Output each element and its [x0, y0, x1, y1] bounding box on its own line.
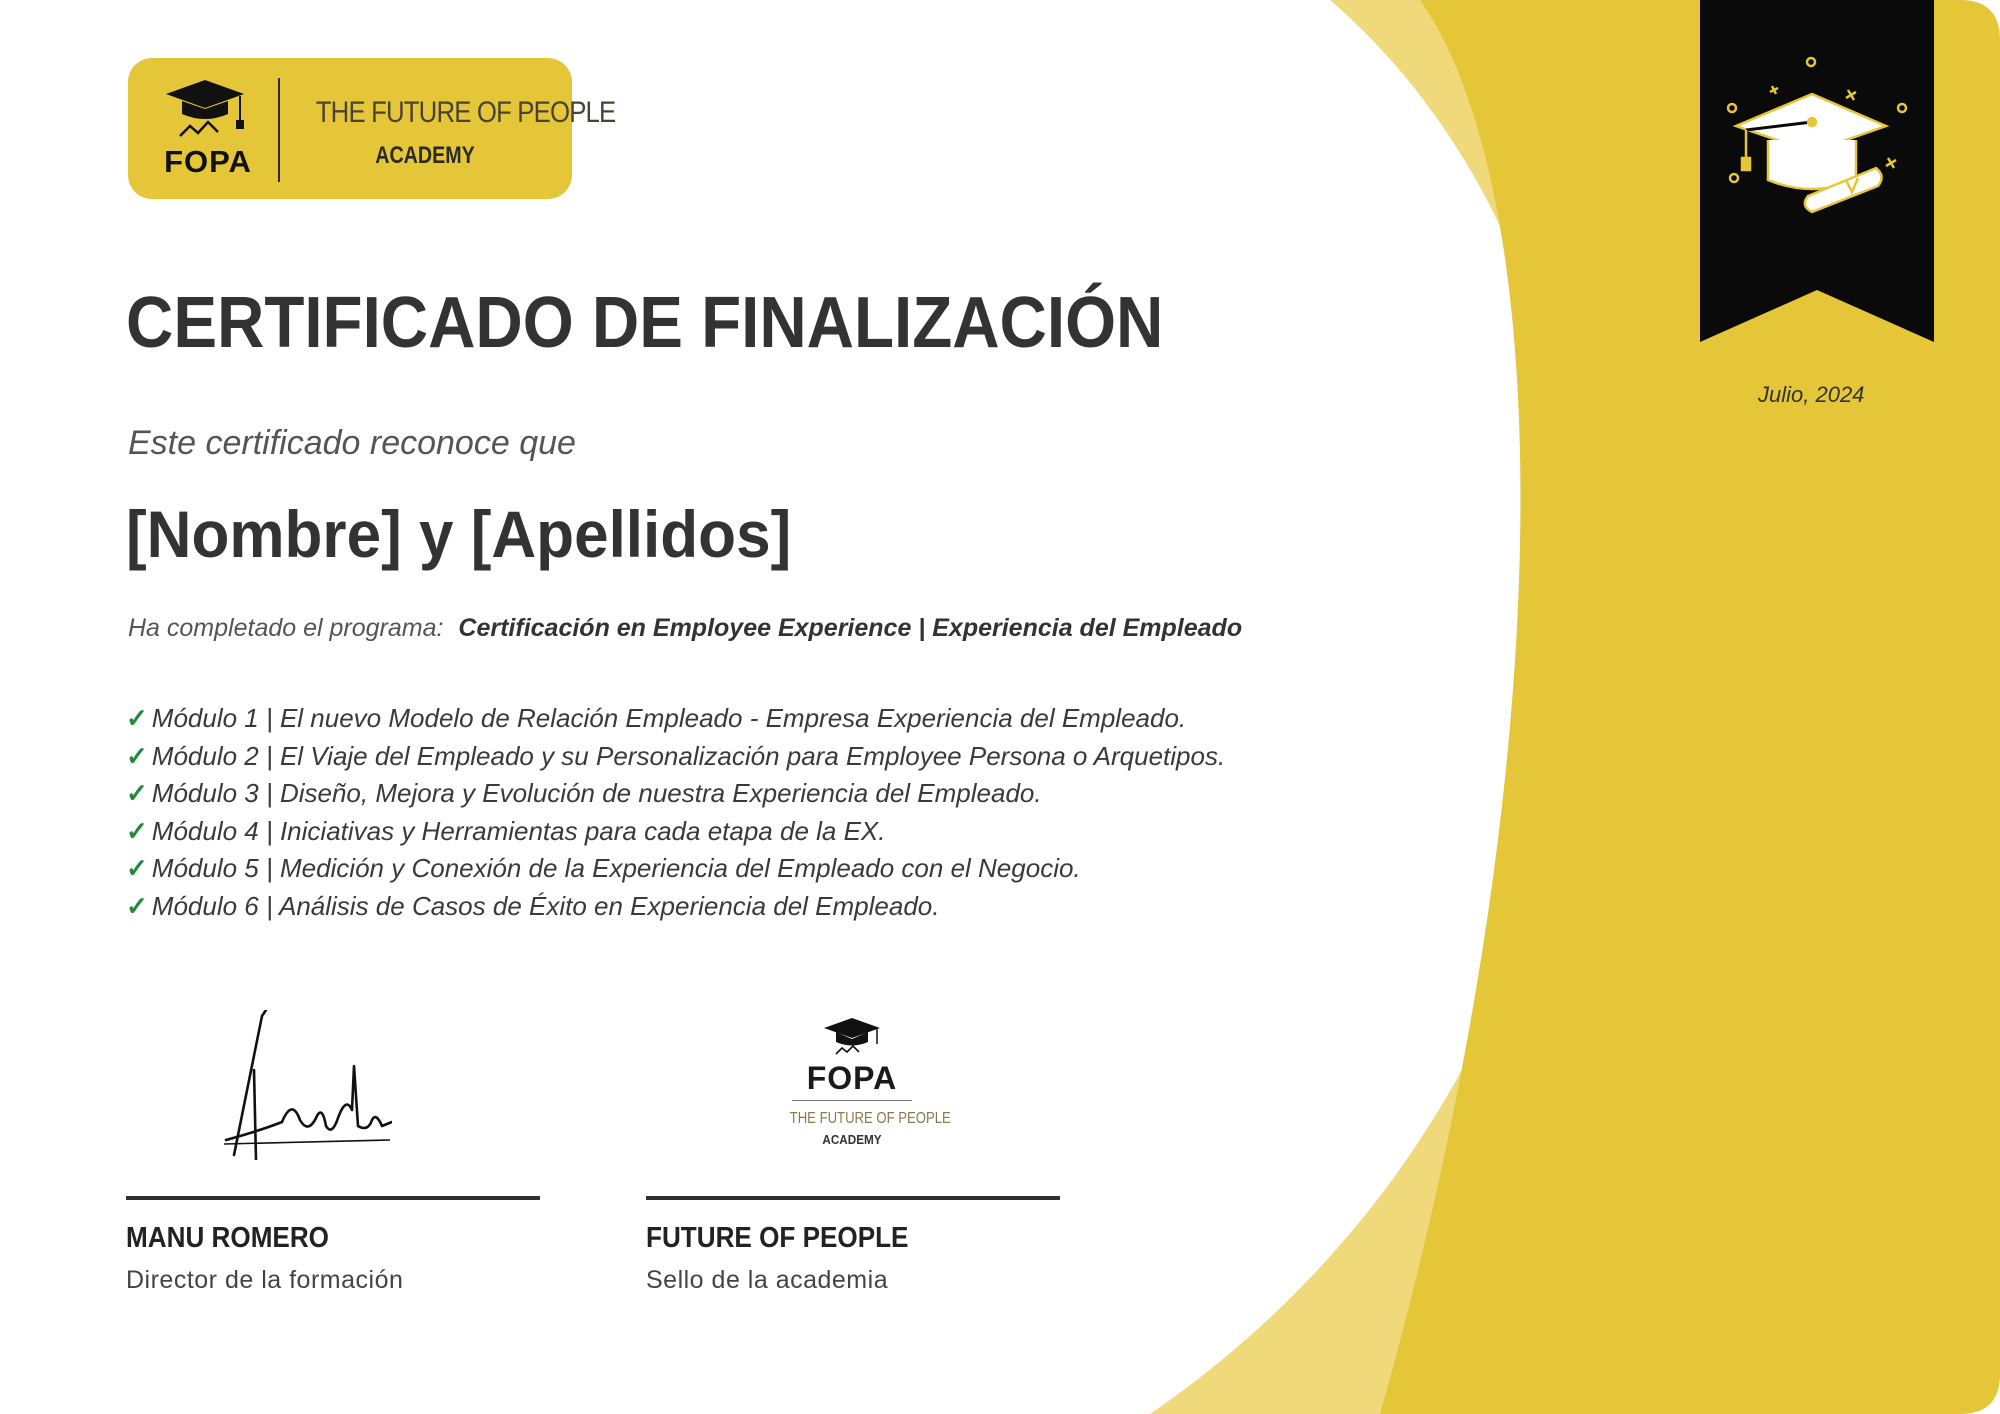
logo-divider: [278, 78, 280, 182]
issue-date: Julio, 2024: [1758, 382, 1865, 407]
ribbon-badge: [1700, 0, 1934, 346]
seal-tagline: THE FUTURE OF PEOPLE: [789, 1110, 951, 1127]
program-label: Ha completado el programa:: [128, 614, 444, 642]
academy-logo: [128, 58, 616, 199]
director-signature: [222, 1010, 392, 1160]
signatory-role: Director de la formación: [126, 1266, 404, 1294]
module-text: Módulo 4 | Iniciativas y Herramientas para cada etapa de la EX.: [151, 815, 886, 846]
module-text: Módulo 2 | El Viaje del Empleado y su Personalización para Employee Persona o Arquetipos.: [151, 740, 1226, 771]
graduation-cap-icon: [822, 1016, 882, 1056]
list-item: [126, 850, 1225, 888]
check-icon: ✓: [126, 740, 148, 771]
logo-tagline: THE FUTURE OF PEOPLE: [315, 96, 616, 129]
seal-brand-text: FOPA: [806, 1060, 898, 1096]
seal-subtitle: ACADEMY: [822, 1132, 882, 1147]
logo-brand-text: FOPA: [164, 144, 252, 179]
check-icon: ✓: [126, 853, 148, 883]
list-item: [126, 700, 1225, 738]
certificate-intro: Este certificado reconoce que: [128, 424, 576, 462]
list-item: [126, 738, 1225, 776]
modules-list: [126, 700, 1225, 925]
check-icon: ✓: [126, 778, 148, 808]
certificate-title: CERTIFICADO DE FINALIZACIÓN: [126, 283, 1164, 363]
list-item: [126, 775, 1225, 813]
list-item: [126, 813, 1225, 851]
signature-line: [126, 1196, 540, 1200]
module-text: Módulo 5 | Medición y Conexión de la Experiencia del Empleado con el Negocio.: [151, 853, 1081, 883]
module-text: Módulo 1 | El nuevo Modelo de Relación Empleado - Empresa Experiencia del Empleado.: [151, 703, 1187, 733]
signature-line: [646, 1196, 1060, 1200]
program-name: Certificación en Employee Experience | Experiencia del Empleado: [458, 614, 1243, 642]
signatory-role: Sello de la academia: [646, 1266, 889, 1294]
signatory-name: MANU ROMERO: [126, 1222, 329, 1254]
signatory-name: FUTURE OF PEOPLE: [646, 1222, 909, 1254]
check-icon: ✓: [126, 703, 148, 733]
program-line: [128, 614, 1242, 643]
recipient-name: [Nombre] y [Apellidos]: [126, 497, 792, 571]
list-item: [126, 888, 1225, 926]
check-icon: ✓: [126, 815, 148, 846]
seal-divider: [792, 1100, 912, 1101]
academy-seal: [776, 1016, 951, 1156]
check-icon: ✓: [126, 890, 148, 921]
module-text: Módulo 3 | Diseño, Mejora y Evolución de nuestra Experiencia del Empleado.: [151, 778, 1042, 808]
module-text: Módulo 6 | Análisis de Casos de Éxito en Experiencia del Empleado.: [151, 890, 940, 921]
graduation-cap-icon: [160, 76, 250, 142]
logo-subtitle: ACADEMY: [375, 142, 475, 169]
